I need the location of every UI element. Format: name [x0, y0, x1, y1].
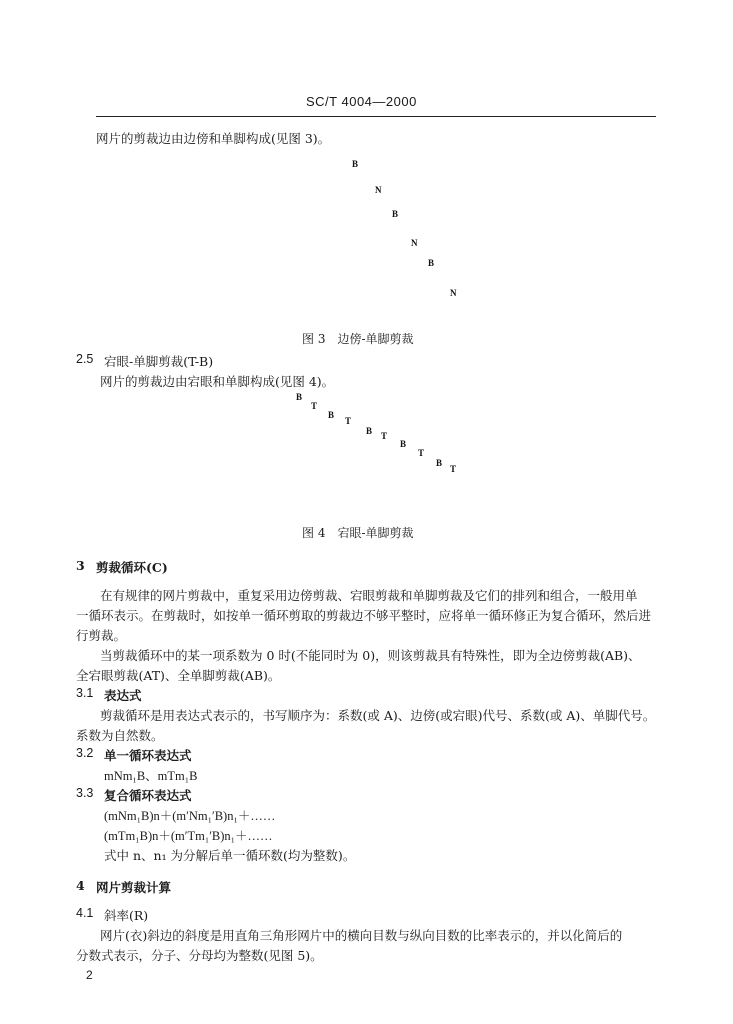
section-3-p1-line2: 一循环表示。在剪裁时，如按单一循环剪取的剪裁边不够平整时，应将单一循环修正为复合循环，然后进	[76, 608, 652, 623]
page-number: 2	[86, 968, 93, 982]
figure-4-edge-label: B	[366, 426, 373, 436]
figure-4-edge-label: T	[381, 431, 388, 441]
standard-number: SC/T 4004—2000	[306, 94, 417, 109]
section-3-1-line2: 系数为自然数。	[76, 728, 164, 743]
section-3-p2-line1: 当剪裁循环中的某一项系数为 0 时(不能同时为 0)，则该剪裁具有特殊性，即为全边傍剪裁(AB)、	[100, 648, 641, 663]
section-3-2-title: 单一循环表达式	[104, 748, 192, 763]
section-3-p2-line2: 全宕眼剪裁(AT)、全单脚剪裁(AB)。	[76, 668, 281, 683]
section-3-title: 剪裁循环(C)	[96, 560, 168, 575]
intro-text: 网片的剪裁边由边傍和单脚构成(见图 3)。	[96, 131, 331, 146]
figure-4-edge-label: B	[436, 458, 443, 468]
section-4-1-title: 斜率(R)	[104, 908, 149, 923]
section-3-1-number: 3.1	[76, 686, 94, 700]
section-3-3-title: 复合循环表达式	[104, 788, 192, 803]
section-3-1-title: 表达式	[104, 688, 142, 703]
section-3-1-line1: 剪裁循环是用表达式表示的，书写顺序为：系数(或 A)、边傍(或宕眼)代号、系数(或 A)、单脚代号。	[100, 708, 656, 723]
figure-3-edge-label: B	[352, 159, 359, 169]
figure-4-edge-label: B	[328, 410, 335, 420]
figure-3-edge-label: B	[392, 209, 399, 219]
section-2-5-title: 宕眼-单脚剪裁(T-B)	[104, 354, 214, 369]
figure-4-edge-label: T	[450, 464, 457, 474]
section-4-1-line2: 分数式表示，分子、分母均为整数(见图 5)。	[76, 948, 323, 963]
figure-4-edge-label: T	[311, 401, 318, 411]
section-4-number: 4	[76, 878, 85, 893]
figure-3-edge-label: B	[428, 258, 435, 268]
section-4-title: 网片剪裁计算	[96, 880, 172, 895]
figure-4-edge-label: B	[400, 439, 407, 449]
compound-formula-n: (mNm₁B)n＋(m′Nm₁′B)n₁＋……	[104, 809, 276, 823]
figure-3-edge-label: N	[411, 238, 418, 248]
figure-4-edge-label: B	[296, 392, 303, 402]
section-2-5-text: 网片的剪裁边由宕眼和单脚构成(见图 4)。	[100, 374, 335, 389]
formula-note: 式中 n、n₁ 为分解后单一循环数(均为整数)。	[104, 848, 356, 863]
section-2-5-number: 2.5	[76, 352, 94, 366]
section-3-p1-line1: 在有规律的网片剪裁中，重复采用边傍剪裁、宕眼剪裁和单脚剪裁及它们的排列和组合，一般用单	[100, 588, 638, 603]
single-cycle-formula: mNm₁B、mTm₁B	[104, 769, 198, 783]
section-3-p1-line3: 行剪裁。	[76, 628, 127, 643]
section-3-3-number: 3.3	[76, 786, 94, 800]
figure-3-edge-label: N	[450, 288, 457, 298]
section-3-2-number: 3.2	[76, 746, 94, 760]
section-3-number: 3	[76, 558, 85, 573]
compound-formula-t: (mTm₁B)n＋(m′Tm₁′B)n₁＋……	[104, 829, 273, 843]
figure-3-caption: 图 3 边傍-单脚剪裁	[302, 332, 414, 346]
figure-3-edge-label: N	[375, 185, 382, 195]
figure-4-edge-label: T	[345, 416, 352, 426]
figure-4-caption: 图 4 宕眼-单脚剪裁	[302, 526, 414, 540]
figure-4-edge-label: T	[418, 448, 425, 458]
section-4-1-line1: 网片(衣)斜边的斜度是用直角三角形网片中的横向目数与纵向目数的比率表示的，并以化简后的	[100, 928, 623, 943]
section-4-1-number: 4.1	[76, 906, 94, 920]
